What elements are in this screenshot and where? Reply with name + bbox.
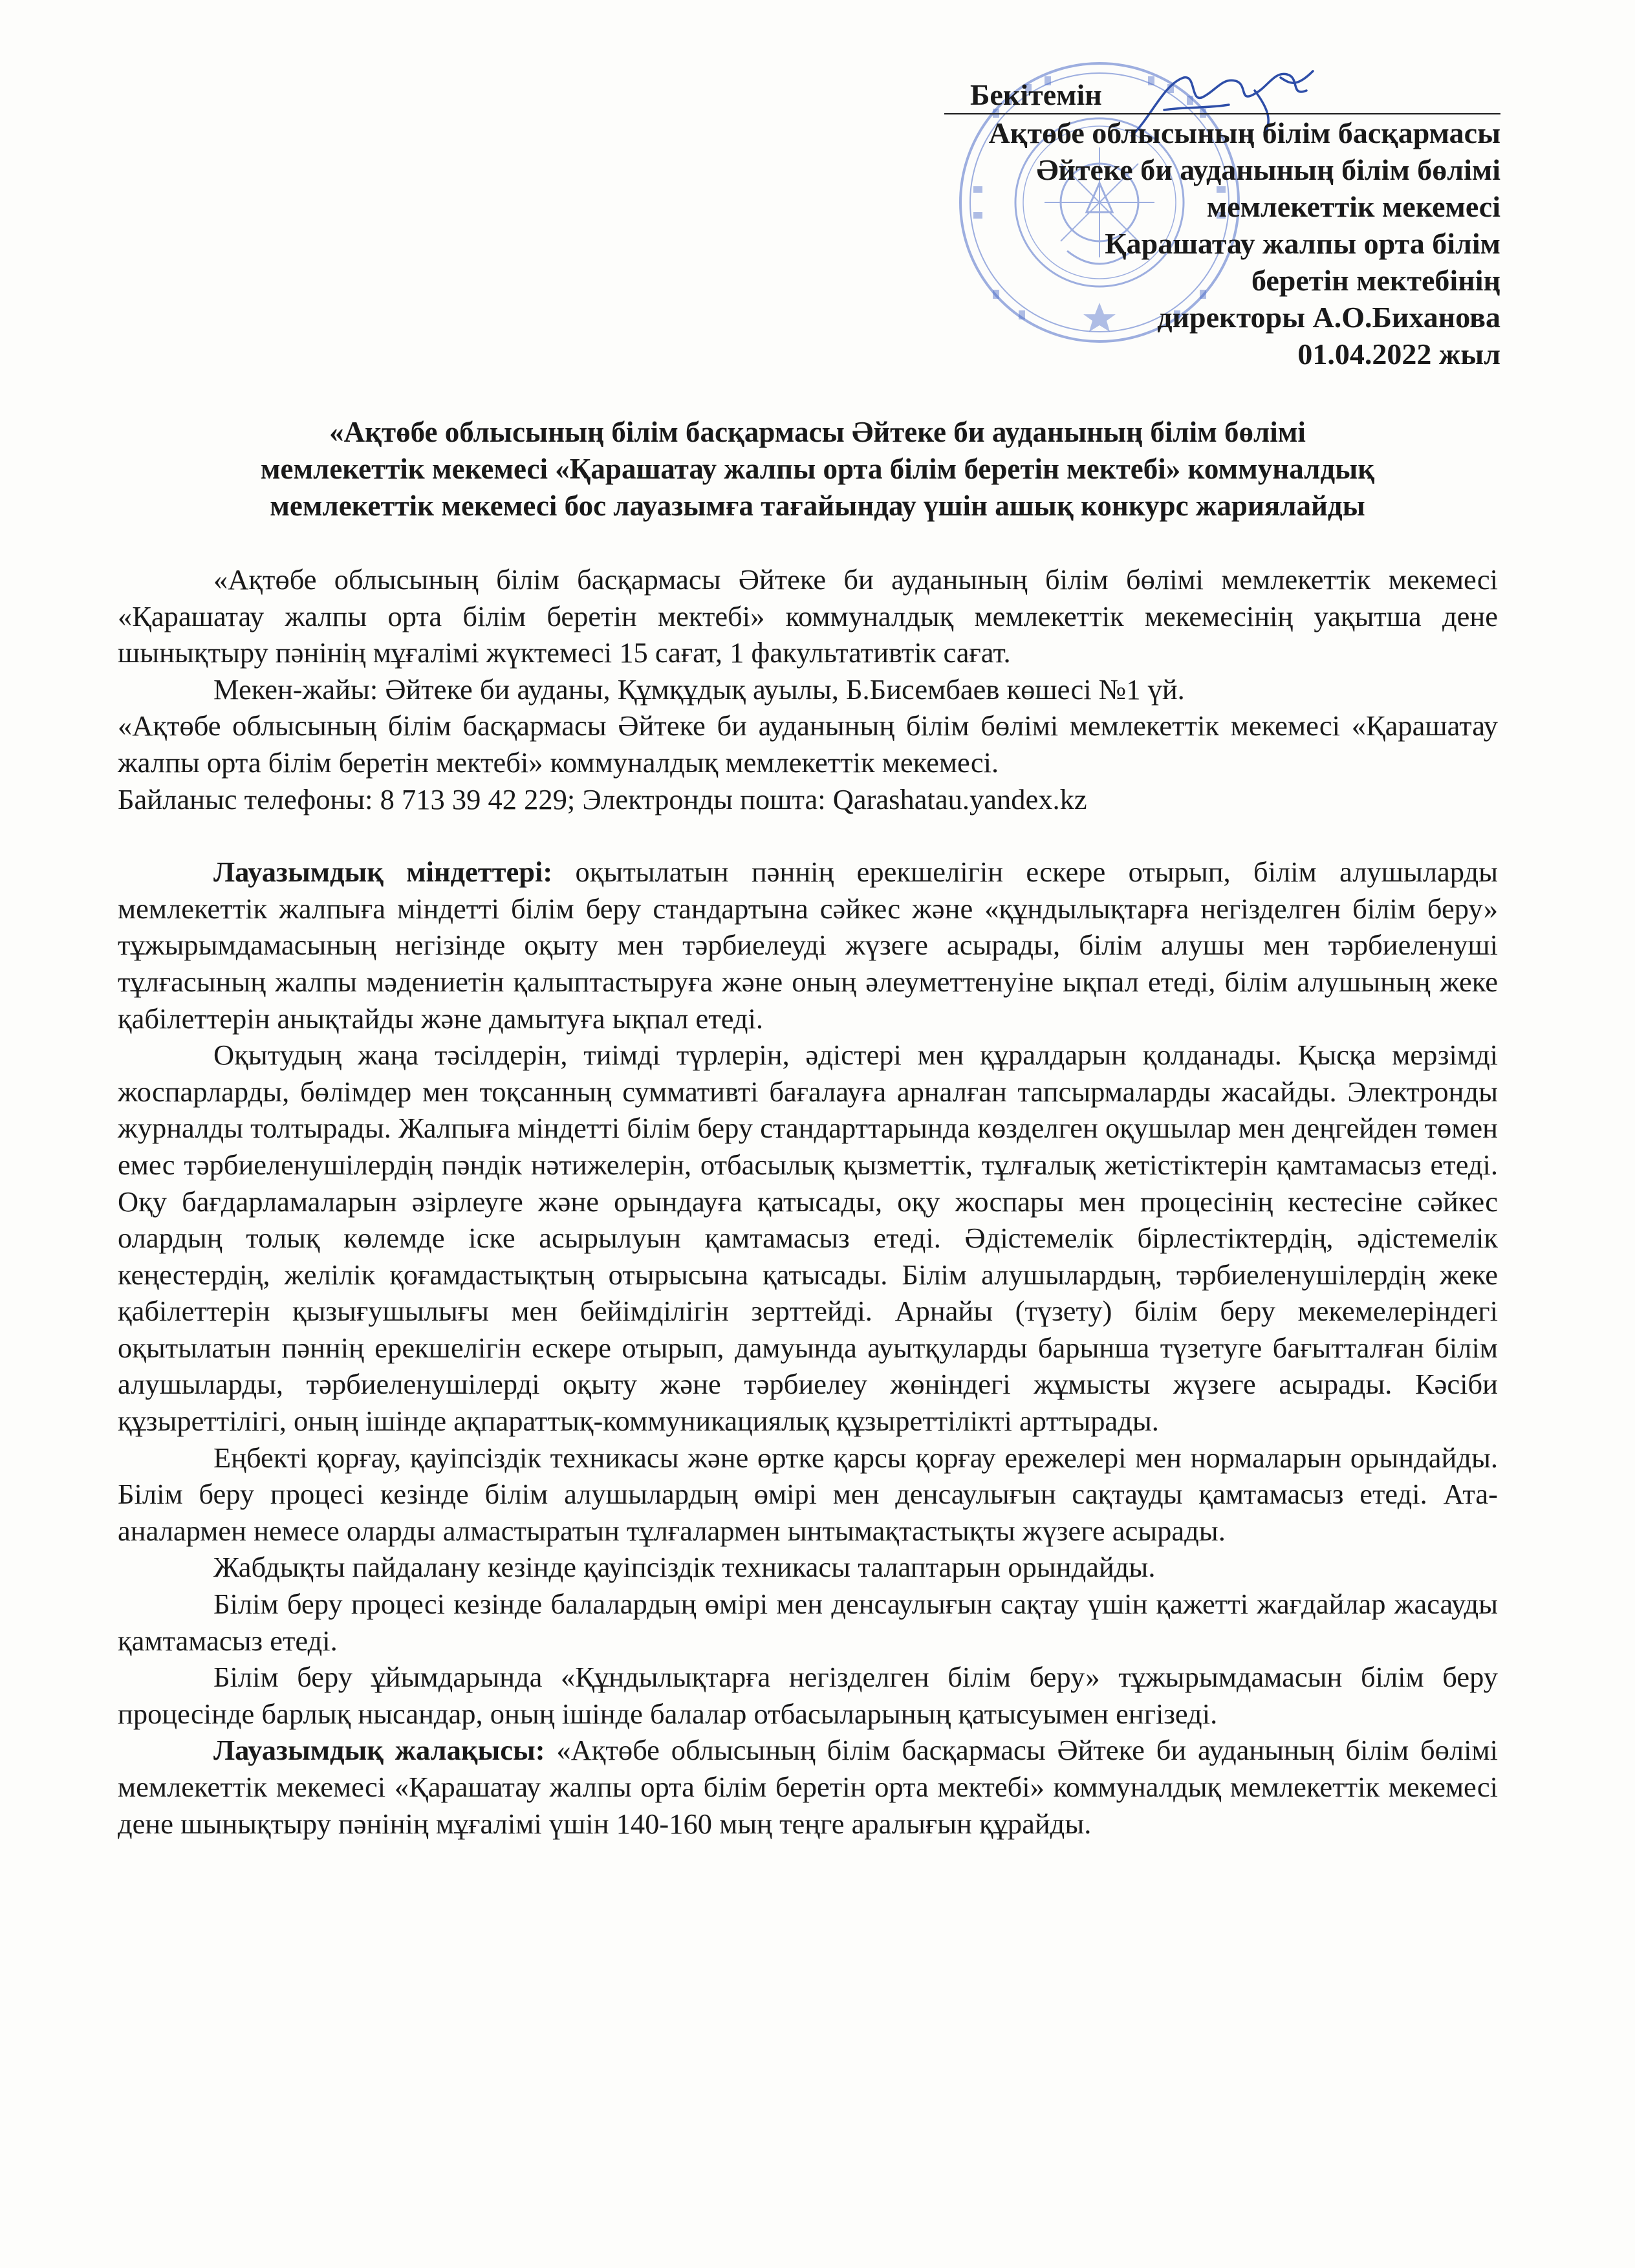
approval-label: Бекітемін [944,76,1500,114]
salary-heading: Лауазымдық жалақысы: [213,1734,545,1767]
approval-line: мемлекеттік мекемесі [1206,190,1500,223]
approval-line: Әйтеке би ауданының білім бөлімі [1036,153,1500,186]
duties-paragraph: Жабдықты пайдалану кезінде қауіпсіздік техникасы талаптарын орындайды. [213,1551,1156,1584]
spacer [118,817,1498,854]
approval-line: беретін мектебінің [1251,264,1500,297]
announcement-title [97,414,1538,524]
salary-text: «Ақтөбе облысының білім басқармасы Әйтеке би ауданының білім бөлімі мемлекеттік мекемесі «Қарашатау жалпы орта білім беретін орта мектебі» коммуналдық мемлекеттік мекемесі дене шынықтыру пәнінің мұғалімі үшін 140-160 мың теңге аралығын құрайды. [118,1734,1498,1840]
address-paragraph: Мекен-жайы: Әйтеке би ауданы, Құмқұдық ауылы, Б.Бисембаев көшесі №1 үй. [213,673,1185,706]
approval-line: Қарашатау жалпы орта білім [1105,227,1500,260]
duties-paragraph: Білім беру процесі кезінде балалардың өмірі мен денсаулығын сақтау үшін қажетті жағдайлар жасауды қамтамасыз етеді. [118,1588,1498,1657]
duties-text: оқытылатын пәннің ерекшелігін ескере отырып, білім алушыларды мемлекеттік жалпыға міндетті білім беру стандартына сәйкес және «құндылықтарға негізделген білім беру» тұжырымдамасының негізінде оқыту мен тәрбиелеуді жүзеге асырады, білім алушы мен тәрбиеленуші тұлғасының жалпы мәдениетін қалыптастыруға және оның әлеуметтенуіне ықпал етеді, білім алушының жеке қабілеттерін анықтайды және дамытуға ықпал етеді. [118,856,1498,1035]
contacts-paragraph: Байланыс телефоны: 8 713 39 42 229; Электронды пошта: Qarashatau.yandex.kz [118,783,1087,815]
duties-paragraph: Оқытудың жаңа тәсілдерін, тиімді түрлерін, әдістері мен құралдарын қолданады. Қысқа мерзімді жоспарларды, бөлімдер мен тоқсанның суммативті бағалауға арналған тапсырмаларды жасайды. Электронды журналды толтырады. Жалпыға міндетті білім беру стандарттарында көзделген оқушылар мен деңгейден төмен емес тәрбиеленушілердің пәндік нәтижелерін, отбасылық қызметтік, тұлғалық жетістіктерін қамтамасыз етеді. Оқу бағдарламаларын әзірлеуге және орындауға қатысады, оқу жоспары мен процесінің кестесіне сәйкес олардың толық көлемде іске асырылуын қамтамасыз етеді. Әдістемелік бірлестіктердің, әдістемелік кеңестердің, желілік қоғамдастықтың отырысына қатысады. Білім алушылардың, тәрбиеленушілердің жеке қабілеттерін қызығушылығы мен бейімділігін зерттейді. Арнайы (түзету) білім беру мекемелеріндегі оқытылатын пәннің ерекшелігін ескере отырып, дамуында ауытқуларды барынша түзетуге бағытталған білім алушыларды, тәрбиеленушілерді оқыту және тәрбиелеу жөніндегі жұмысты жүзеге асырады. Кәсіби құзыреттілігі, оның ішінде ақпараттық-коммуникациялық құзыреттілікті арттырады. [118,1039,1498,1438]
approval-date: 01.04.2022 жыл [1297,338,1500,371]
approval-director: директоры А.О.Биханова [1157,301,1500,334]
title-line: мемлекеттік мекемесі бос лауазымға тағайындау үшін ашық конкурс жариялайды [270,490,1365,522]
title-line: «Ақтөбе облысының білім басқармасы Әйтеке би ауданының білім бөлімі [329,416,1306,448]
salary-paragraph [118,1732,1498,1842]
duties-heading: Лауазымдық міндеттері: [213,856,553,889]
intro-paragraph: «Ақтөбе облысының білім басқармасы Әйтеке би ауданының білім бөлімі мемлекеттік мекемесі «Қарашатау жалпы орта білім беретін мектебі» коммуналдық мемлекеттік мекемесінің уақытша дене шынықтыру пәнінің мұғалімі жүктемесі 15 сағат, 1 факультативтік сағат. [118,563,1498,669]
organization-paragraph: «Ақтөбе облысының білім басқармасы Әйтеке би ауданының білім бөлімі мемлекеттік мекемесі «Қарашатау жалпы орта білім беретін мектебі» коммуналдық мемлекеттік мекемесі. [118,709,1498,779]
document-body [118,561,1498,1842]
duties-paragraph: Еңбекті қорғау, қауіпсіздік техникасы және өртке қарсы қорғау ережелері мен нормаларын орындайды. Білім беру процесі кезінде білім алушылардың өмірі мен денсаулығын сақтауды қамтамасыз етеді. Ата-аналармен немесе оларды алмастыратын тұлғалармен ынтымақтастықты жүзеге асырады. [118,1441,1498,1547]
approval-line: Ақтөбе облысының білім басқармасы [988,116,1500,149]
duties-paragraph [118,854,1498,1037]
duties-paragraph: Білім беру ұйымдарында «Құндылықтарға негізделген білім беру» тұжырымдамасын білім беру процесінде барлық нысандар, оның ішінде балалар отбасыларының қатысуымен енгізеді. [118,1661,1498,1730]
title-line: мемлекеттік мекемесі «Қарашатау жалпы орта білім беретін мектебі» коммуналдық [260,453,1375,485]
approval-block [918,76,1500,373]
